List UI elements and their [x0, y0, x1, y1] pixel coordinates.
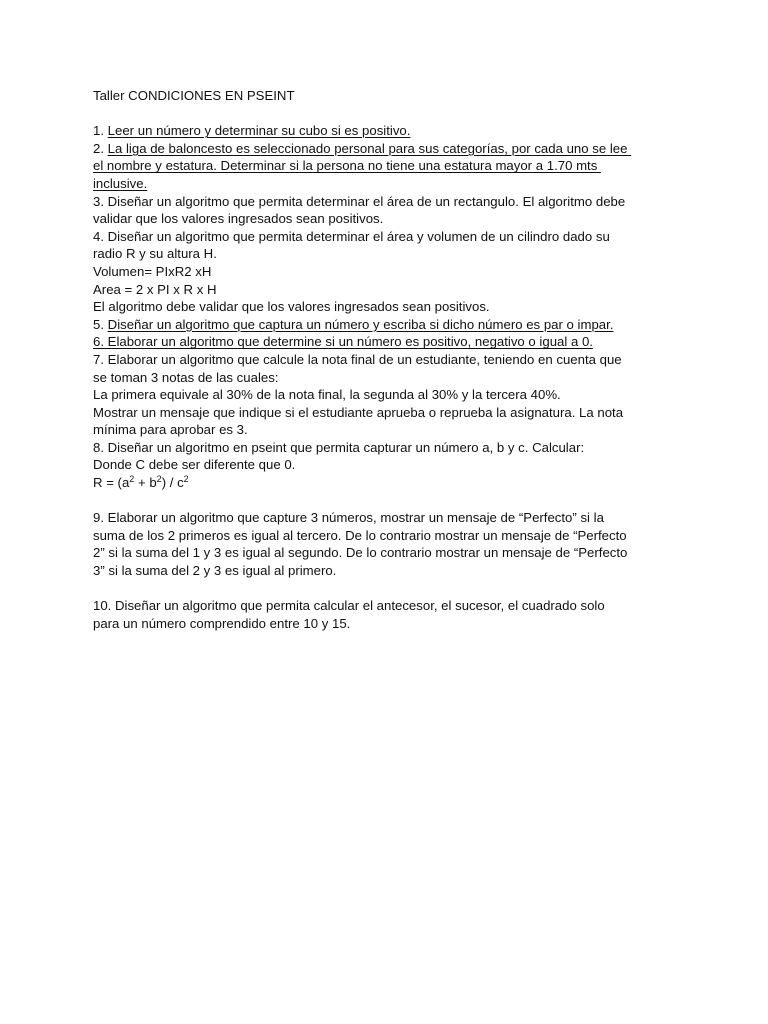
exercise-4-formula-volume: Volumen= PIxR2 xH [93, 263, 212, 279]
exercise-5 [93, 316, 693, 334]
exercise-9-line-4: 3” si la suma del 2 y 3 es igual al primero. [93, 563, 337, 579]
exercise-2-number: 2. [93, 140, 108, 156]
exercise-5-number: 5. [93, 316, 108, 332]
exercise-1-text: Leer un número y determinar su cubo si es positivo. [107, 123, 411, 139]
formula-part-c: ) / c [161, 475, 184, 491]
exercise-8-line-2: Donde C debe ser diferente que 0. [93, 457, 296, 473]
exercise-7-line-3: La primera equivale al 30% de la nota final, la segunda al 30% y la tercera 40%. [93, 387, 561, 403]
formula-part-b: + b [134, 475, 157, 491]
exercise-9-line-2: suma de los 2 primeros es igual al tercero. De lo contrario mostrar un mensaje de “Perfecto [93, 527, 627, 543]
exercise-3-line-2: validar que los valores ingresados sean positivos. [93, 211, 384, 227]
formula-superscript-2: 2 [156, 474, 162, 485]
exercise-7-line-5: mínima para aprobar es 3. [93, 422, 248, 438]
exercise-7-line-1: 7. Elaborar un algoritmo que calcule la nota final de un estudiante, teniendo en cuenta que [93, 351, 622, 367]
exercise-10-line-1: 10. Diseñar un algoritmo que permita calcular el antecesor, el sucesor, el cuadrado solo [93, 598, 605, 614]
exercise-7-line-4: Mostrar un mensaje que indique si el estudiante aprueba o reprueba la asignatura. La nota [93, 404, 624, 420]
blank-line [93, 492, 693, 510]
exercise-2-text-1: La liga de baloncesto es seleccionado personal para sus categorías, por cada uno se lee [107, 140, 632, 156]
exercise-8-line-1: 8. Diseñar un algoritmo en pseint que permita capturar un número a, b y c. Calcular: [93, 439, 585, 455]
exercise-5-text: Diseñar un algoritmo que captura un número y escriba si dicho número es par o impar. [107, 316, 614, 332]
document-title: Taller CONDICIONES EN PSEINT [93, 88, 295, 103]
blank-line [93, 580, 693, 598]
formula-part-a: R = (a [93, 475, 130, 491]
exercise-6: 6. Elaborar un algoritmo que determine si un número es positivo, negativo o igual a 0. [93, 334, 593, 350]
exercise-9-line-1: 9. Elaborar un algoritmo que capture 3 números, mostrar un mensaje de “Perfecto” si la [93, 510, 604, 526]
exercise-2-line-3: inclusive. [93, 175, 148, 191]
exercise-9-line-3: 2” si la suma del 1 y 3 es igual al segundo. De lo contrario mostrar un mensaje de “Perfecto [93, 545, 628, 561]
exercise-10-line-2: para un número comprendido entre 10 y 15. [93, 615, 351, 631]
document-body [93, 87, 693, 632]
exercise-7-line-2: se toman 3 notas de las cuales: [93, 369, 279, 385]
exercise-4-line-3: El algoritmo debe validar que los valores ingresados sean positivos. [93, 299, 490, 315]
exercise-8-formula [93, 474, 693, 492]
exercise-4-formula-area: Area = 2 x PI x R x H [93, 281, 217, 297]
exercise-1-number: 1. [93, 123, 108, 139]
exercise-1 [93, 122, 693, 140]
exercise-2-line-2: el nombre y estatura. Determinar si la persona no tiene una estatura mayor a 1.70 mts [93, 158, 601, 174]
formula-superscript-1: 2 [129, 474, 135, 485]
blank-line [93, 105, 693, 123]
exercise-3-line-1: 3. Diseñar un algoritmo que permita determinar el área de un rectangulo. El algoritmo debe [93, 193, 626, 209]
exercise-2-line-1 [93, 140, 693, 158]
exercise-4-line-2: radio R y su altura H. [93, 246, 217, 262]
formula-superscript-3: 2 [183, 474, 189, 485]
exercise-4-line-1: 4. Diseñar un algoritmo que permita determinar el área y volumen de un cilindro dado su [93, 228, 610, 244]
